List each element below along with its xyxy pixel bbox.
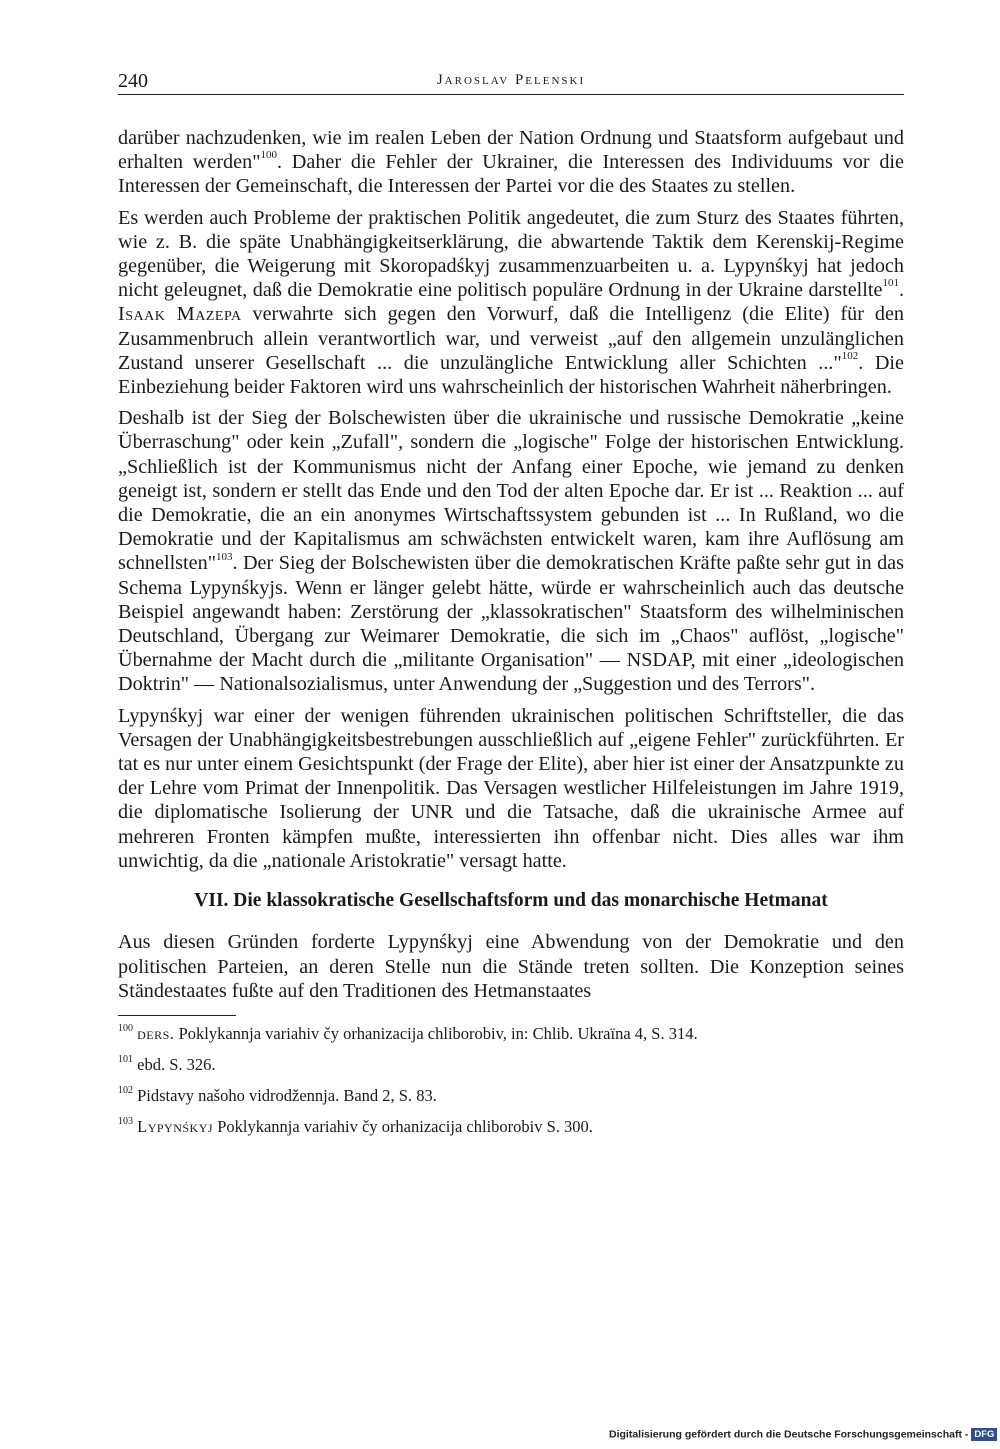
footnote-102: $^{102}$ Pidstavy našoho vidrodžennja. Band 2, S. 83. [118, 1085, 437, 1105]
footnote-ref-101[interactable]: 101 [882, 277, 899, 290]
running-title: Jaroslav Pelenski [436, 72, 586, 88]
paragraph-1: darüber nachzudenken, wie im realen Leben der Nation Ordnung und Staatsform aufgebaut und erhalten werden"$^{100}$. Daher die Fehler der Ukrainer, die Interessen des Individuums vor die Interessen der Gemeinschaft, die Interessen der Partei vor die des Staates zu stellen. [118, 127, 904, 198]
footnote-divider [118, 1015, 236, 1016]
footnote-ref-100[interactable]: 100 [260, 149, 277, 162]
footnote-103: $^{103}$ Lypynśkyj Poklykannja variahiv čy orhanizacija chliborobiv S. 300. [118, 1116, 593, 1136]
author-name: Isaak Mazepa [118, 303, 242, 326]
body-text [118, 126, 904, 1146]
paragraph-4: Lypynśkyj war einer der wenigen führenden ukrainischen politischen Schriftsteller, die das Versagen der Unabhängigkeitsbestrebungen ausschließlich auf „eigene Fehler" zurückführten. Er tat es nur unter einem Gesichtspunkt (der Frage der Elite), aber hier ist einer der Ansatzpunkte zu der Lehre vom Primat der Innenpolitik. Das Versagen westlicher Hilfeleistungen im Jahre 1919, die diplomatische Isolierung der UNR und die Tatsache, daß die ukrainische Armee auf mehreren Fronten kämpfen mußte, interessierten ihn offenbar nicht. Dies alles war ihm unwichtig, da die „nationale Aristokratie" versagt hatte. [118, 704, 904, 872]
paragraph-3: Deshalb ist der Sieg der Bolschewisten über die ukrainische und russische Demokratie „keine Überraschung" oder kein „Zufall", sondern die „logische" Folge der historischen Entwicklung. „Schließlich ist der Kommunismus nicht der Anfang einer Epoche, wie jemand zu denken geneigt ist, sondern er stellt das Ende und den Tod der alten Epoche dar. Er ist ... Reaktion ... auf die Demokratie, die an ein anonymes Wirtschaftssystem gebunden ist ... In Rußland, wo die Demokratie und der Kapitalismus am schwächsten entwickelt waren, kam ihre Auflösung am schnellsten"$^{103}$. Der Sieg der Bolschewisten über die demokratischen Kräfte paßte sehr gut in das Schema Lypynśkyjs. Wenn er länger gelebt hätte, würde er wahrscheinlich auch das deutsche Beispiel angewandt haben: Zerstörung der „klassokratischen" Staatsform des wilhelminischen Deutschland, Übergang zur Weimarer Demokratie, die sich im „Chaos" auflöst, „logische" Übernahme der Macht durch die „militante Organisation" — NSDAP, mit einer „ideologischen Doktrin" — Nationalsozialismus, unter Anwendung der „Suggestion und des Terrors". [118, 407, 904, 696]
digitization-footer [609, 1428, 995, 1444]
page-number: 240 [118, 70, 148, 92]
footnote-ref-102[interactable]: 102 [841, 350, 859, 363]
section-heading: VII. Die klassokratische Gesellschaftsform und das monarchische Hetmanat [194, 890, 828, 912]
footer-text: Digitalisierung gefördert durch die Deutsche Forschungsgemeinschaft - [609, 1428, 969, 1441]
paragraph-5: Aus diesen Gründen forderte Lypynśkyj eine Abwendung von der Demokratie und den politischen Parteien, an deren Stelle nun die Stände treten sollten. Die Konzeption seines Ständestaates fußte auf den Traditionen des Hetmanstaates [118, 931, 904, 1002]
paragraph-2: Es werden auch Probleme der praktischen Politik angedeutet, die zum Sturz des Staates führten, wie z. B. die späte Unabhängigkeitserklärung, die abwartende Taktik dem Kerenskij-Regime gegenüber, die Weigerung mit Skoropadśkyj zusammenzuarbeiten u. a. Lypynśkyj hat jedoch nicht geleugnet, daß die Demokratie eine politisch populäre Ordnung in der Ukraine darstellte$^{101}$. Isaak Mazepa verwahrte sich gegen den Vorwurf, daß die Intelligenz (die Elite) für den Zusammenbruch allein verantwortlich war, und verweist „auf den allgemein unzulänglichen Zustand unserer Gesellschaft ... die unzulängliche Entwicklung aller Schichten ..."$^{102}$. Die Einbeziehung beider Faktoren wird uns wahrscheinlich der historischen Wahrheit näherbringen. [118, 206, 904, 399]
footnote-ref-103[interactable]: 103 [215, 550, 233, 563]
page-header [118, 72, 904, 95]
footnote-101: $^{101}$ ebd. S. 326. [118, 1054, 216, 1074]
footnote-100: $^{100}$ ders. Poklykannja variahiv čy orhanizacija chliborobiv, in: Chlib. Ukraïna 4, S. 314. [118, 1023, 698, 1043]
dfg-logo: DFG [971, 1428, 997, 1441]
